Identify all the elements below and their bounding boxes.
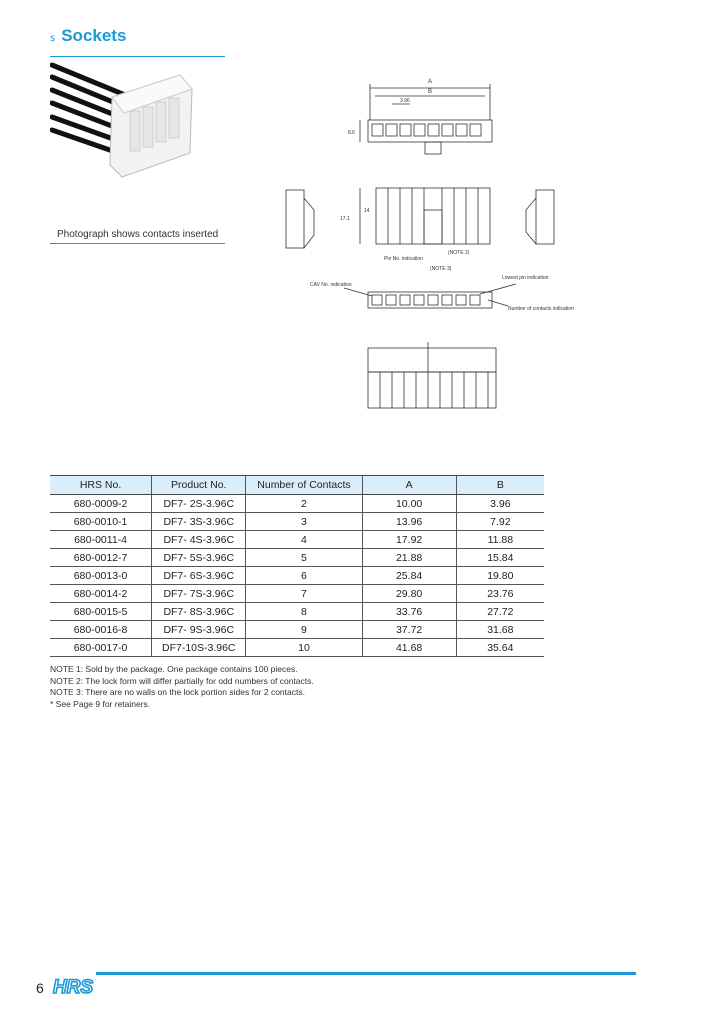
cell-hrs-no: 680-0013-0 [50, 567, 152, 585]
cell-dim-a: 10.00 [362, 495, 456, 513]
note-retainers: * See Page 9 for retainers. [50, 698, 151, 709]
table-row [50, 585, 544, 603]
header-dim-a: A [362, 476, 456, 495]
cell-dim-a: 37.72 [362, 621, 456, 639]
contacts-indication-label: Number of contacts indication [508, 306, 574, 312]
cell-dim-b: 23.76 [456, 585, 544, 603]
cell-product-no: DF7- 5S-3.96C [152, 549, 246, 567]
cell-hrs-no: 680-0014-2 [50, 585, 152, 603]
cell-dim-b: 31.68 [456, 621, 544, 639]
note2-reference: (NOTE 2) [448, 250, 470, 256]
hrs-logo [52, 974, 94, 998]
cell-dim-a: 25.84 [362, 567, 456, 585]
cell-hrs-no: 680-0010-1 [50, 513, 152, 531]
table-header-row [50, 476, 544, 495]
note3-reference: (NOTE 3) [430, 266, 452, 272]
table-row [50, 639, 544, 657]
cell-dim-b: 11.88 [456, 531, 544, 549]
side-dim-2-label: 14 [364, 208, 370, 214]
cell-product-no: DF7- 2S-3.96C [152, 495, 246, 513]
cell-dim-a: 33.76 [362, 603, 456, 621]
cell-dim-b: 7.92 [456, 513, 544, 531]
cell-hrs-no: 680-0015-5 [50, 603, 152, 621]
cell-hrs-no: 680-0016-8 [50, 621, 152, 639]
header-number-of-contacts: Number of Contacts [246, 476, 362, 495]
cell-product-no: DF7- 4S-3.96C [152, 531, 246, 549]
cell-hrs-no: 680-0011-4 [50, 531, 152, 549]
dim-height-label: 8.6 [348, 130, 355, 136]
section-title [50, 26, 126, 46]
cell-hrs-no: 680-0009-2 [50, 495, 152, 513]
product-table [50, 475, 544, 657]
table-row [50, 549, 544, 567]
cell-dim-b: 35.64 [456, 639, 544, 657]
section-title-mark: s [50, 33, 56, 44]
cell-dim-a: 13.96 [362, 513, 456, 531]
photo-caption: Photograph shows contacts inserted [57, 229, 219, 240]
cell-contacts: 5 [246, 549, 362, 567]
dim-pitch-label: 3.96 [400, 98, 410, 104]
header-product-no: Product No. [152, 476, 246, 495]
cell-dim-b: 19.80 [456, 567, 544, 585]
footer-rule [96, 972, 636, 975]
technical-drawing [280, 60, 620, 420]
notes-block [50, 664, 314, 710]
page-number: 6 [36, 980, 44, 996]
table-row [50, 531, 544, 549]
cell-product-no: DF7-10S-3.96C [152, 639, 246, 657]
cell-contacts: 8 [246, 603, 362, 621]
cell-product-no: DF7- 8S-3.96C [152, 603, 246, 621]
dim-a-label: A [427, 79, 433, 85]
cell-product-no: DF7- 6S-3.96C [152, 567, 246, 585]
cell-hrs-no: 680-0017-0 [50, 639, 152, 657]
cell-hrs-no: 680-0012-7 [50, 549, 152, 567]
logo-text: HRS [52, 977, 94, 998]
header-hrs-no: HRS No. [50, 476, 152, 495]
side-dim-1-label: 17.1 [340, 216, 350, 222]
note-2: NOTE 2: The lock form will differ partially for odd numbers of contacts. [50, 675, 314, 686]
cell-contacts: 7 [246, 585, 362, 603]
lowest-pin-indication-label: Lowest pin indication [502, 275, 549, 281]
cav-no-indication-label: CAV No. indication [310, 282, 352, 288]
cell-dim-a: 21.88 [362, 549, 456, 567]
cell-contacts: 4 [246, 531, 362, 549]
cell-contacts: 9 [246, 621, 362, 639]
cell-contacts: 10 [246, 639, 362, 657]
table-row [50, 621, 544, 639]
pin-no-indication-label: Pin No. indication [384, 256, 423, 262]
photo-bottom-rule [50, 243, 225, 244]
table-row [50, 495, 544, 513]
cell-dim-a: 41.68 [362, 639, 456, 657]
note-1: NOTE 1: Sold by the package. One package contains 100 pieces. [50, 664, 298, 674]
cell-dim-b: 3.96 [456, 495, 544, 513]
cell-dim-b: 27.72 [456, 603, 544, 621]
section-title-text: Sockets [61, 26, 127, 45]
header-dim-b: B [456, 476, 544, 495]
cell-contacts: 6 [246, 567, 362, 585]
cell-product-no: DF7- 3S-3.96C [152, 513, 246, 531]
table-row [50, 513, 544, 531]
cell-dim-b: 15.84 [456, 549, 544, 567]
cell-dim-a: 29.80 [362, 585, 456, 603]
cell-product-no: DF7- 7S-3.96C [152, 585, 246, 603]
dim-b-label: B [427, 89, 433, 95]
table-row [50, 567, 544, 585]
cell-contacts: 3 [246, 513, 362, 531]
cell-dim-a: 17.92 [362, 531, 456, 549]
table-row [50, 603, 544, 621]
cell-product-no: DF7- 9S-3.96C [152, 621, 246, 639]
note-3: NOTE 3: There are no walls on the lock portion sides for 2 contacts. [50, 687, 305, 697]
connector-photo [50, 57, 225, 243]
cell-contacts: 2 [246, 495, 362, 513]
